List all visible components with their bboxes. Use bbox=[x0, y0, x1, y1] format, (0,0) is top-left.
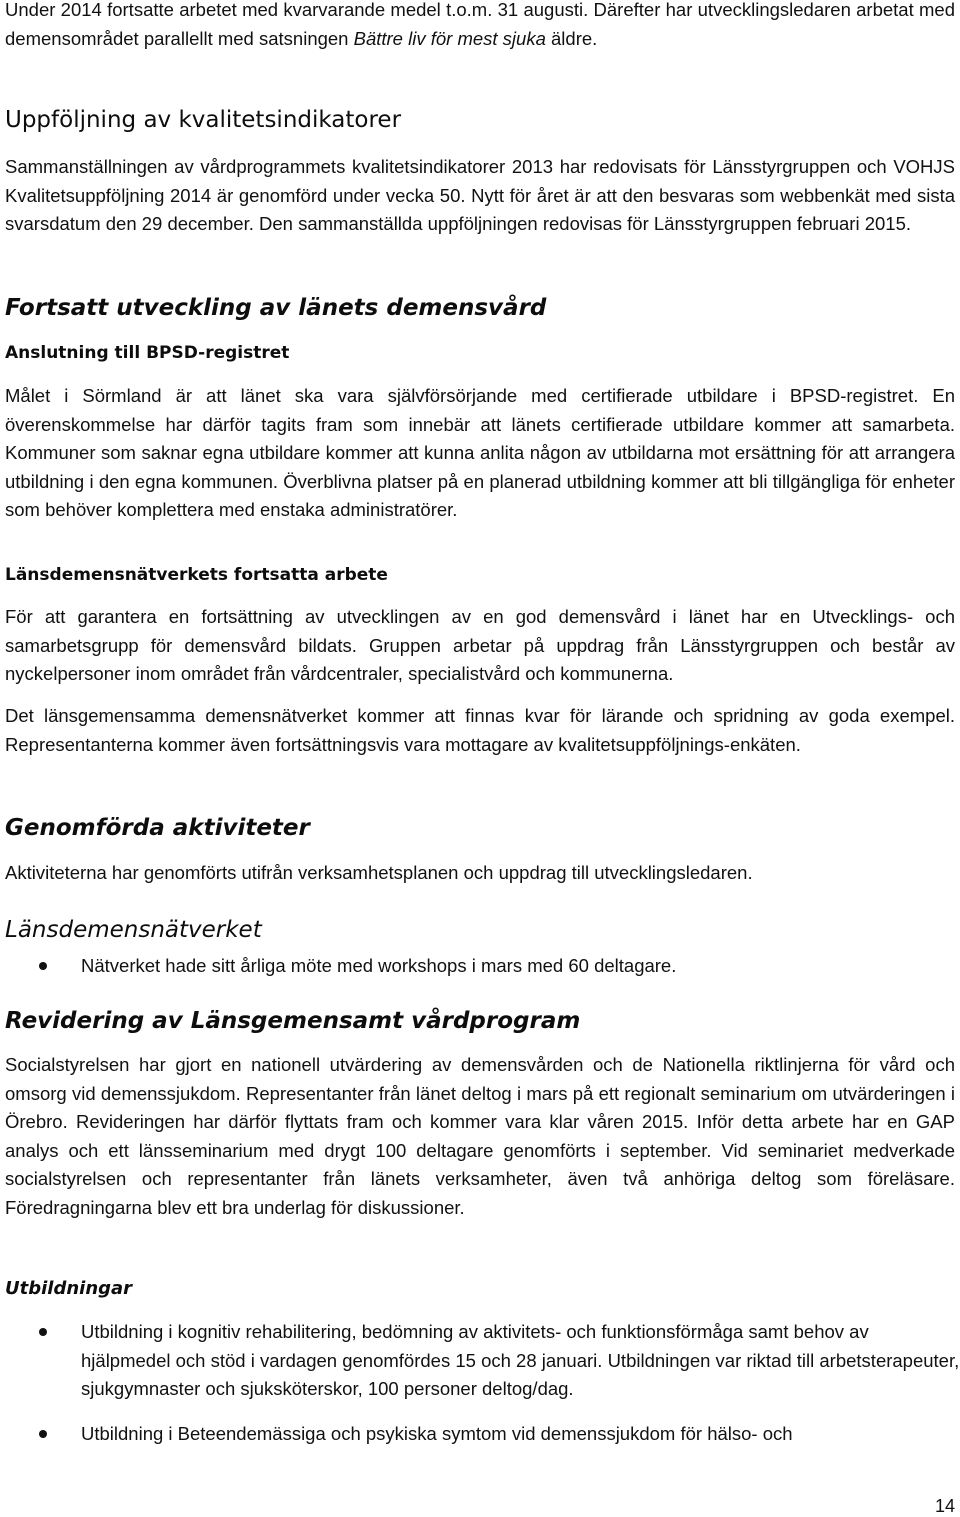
intro-paragraph bbox=[5, 0, 955, 53]
bullet-icon bbox=[39, 1430, 47, 1438]
heading-activities: Genomförda aktiviteter bbox=[5, 815, 310, 841]
heading-revision: Revidering av Länsgemensamt vårdprogram bbox=[5, 1008, 581, 1034]
list-item bbox=[5, 1318, 960, 1404]
subheading-bpsd: Anslutning till BPSD-registret bbox=[5, 343, 290, 363]
activities-paragraph: Aktiviteterna har genomförts utifrån verksamhetsplanen och uppdrag till utvecklingsledaren. bbox=[5, 862, 753, 883]
bpsd-paragraph: Målet i Sörmland är att länet ska vara självförsörjande med certifierade utbildare i BPSD-registret. En överenskommelse har därför tagits fram som innebär att länets certifierade utbildare kommer att samarbeta. Kommuner som saknar egna utbildare kommer att kunna anlita någon av utbildarna mot ersättning för att arrangera utbildning i den egna kommunen. Överblivna platser på en planerad utbildning kommer att bli tillgängliga för enheter som behöver komplettera med enstaka administratörer. bbox=[5, 385, 955, 520]
intro-italic-text: Bättre liv för mest sjuka bbox=[353, 27, 546, 49]
network-paragraph-1: För att garantera en fortsättning av utvecklingen av en god demensvård i länet har en Utvecklings- och samarbetsgrupp för demensvård bildats. Gruppen arbetar på uppdrag från Länsstyrgruppen och består av nyckelpersoner inom området från vårdcentraler, specialistvård och kommunerna. bbox=[5, 606, 955, 684]
bullet-text: Utbildning i kognitiv rehabilitering, bedömning av aktivitets- och funktionsförmåga samt behov av hjälpmedel och stöd i vardagen genomfördes 15 och 28 januari. Utbildningen var riktad till arbetsterapeuter, sjukgymnaster och sjuksköterskor, 100 personer deltog/dag. bbox=[81, 1321, 960, 1399]
network-bullet-list bbox=[5, 952, 955, 997]
heading-county-network: Länsdemensnätverket bbox=[5, 917, 262, 943]
heading-quality-indicators: Uppföljning av kvalitetsindikatorer bbox=[5, 107, 402, 133]
intro-text-end: äldre. bbox=[545, 27, 598, 49]
heading-education: Utbildningar bbox=[5, 1278, 133, 1299]
heading-continued-development: Fortsatt utveckling av länets demensvård bbox=[5, 295, 547, 321]
list-item bbox=[5, 1420, 960, 1449]
subheading-network-work: Länsdemensnätverkets fortsatta arbete bbox=[5, 565, 388, 585]
list-item bbox=[5, 952, 960, 981]
education-bullet-list bbox=[5, 1318, 960, 1464]
page-number: 14 bbox=[934, 1496, 955, 1516]
quality-paragraph: Sammanställningen av vårdprogrammets kvalitetsindikatorer 2013 har redovisats för Länsstyrgruppen och VOHJS Kvalitetsuppföljning 2014 är genomförd under vecka 50. Nytt för året är att den besvaras som webbenkät med sista svarsdatum den 29 december. Den sammanställda uppföljningen redovisas för Länsstyrgruppen februari 2015. bbox=[5, 156, 955, 234]
bullet-text: Utbildning i Beteendemässiga och psykiska symtom vid demenssjukdom för hälso- och bbox=[81, 1422, 793, 1444]
bullet-text: Nätverket hade sitt årliga möte med workshops i mars med 60 deltagare. bbox=[81, 955, 677, 976]
bullet-icon bbox=[39, 962, 47, 970]
bullet-icon bbox=[39, 1328, 47, 1336]
network-paragraph-2: Det länsgemensamma demensnätverket kommer att finnas kvar för lärande och spridning av goda exempel. Representanterna kommer även fortsättningsvis vara mottagare av kvalitetsuppföljnings-enkäten. bbox=[5, 705, 955, 755]
revision-paragraph: Socialstyrelsen har gjort en nationell utvärdering av demensvården och de Nationella riktlinjerna för vård och omsorg vid demenssjukdom. Representanter från länet deltog i mars på ett regionalt seminarium om utvärderingen i Örebro. Revideringen har därför flyttats fram och kommer vara klar våren 2015. Inför detta arbete har en GAP analys och ett länsseminarium med drygt 100 deltagare genomförts i september. Vid seminariet medverkade socialstyrelsen och representanter från länets verksamheter, även två anhöriga deltog som föreläsare. Föredragningarna blev ett bra underlag för diskussioner. bbox=[5, 1054, 955, 1218]
intro-text: Under 2014 fortsatte arbetet med kvarvarande medel t.o.m. 31 augusti. Därefter har utvecklingsledaren arbetat med demensområdet parallellt med satsningen bbox=[5, 0, 955, 49]
